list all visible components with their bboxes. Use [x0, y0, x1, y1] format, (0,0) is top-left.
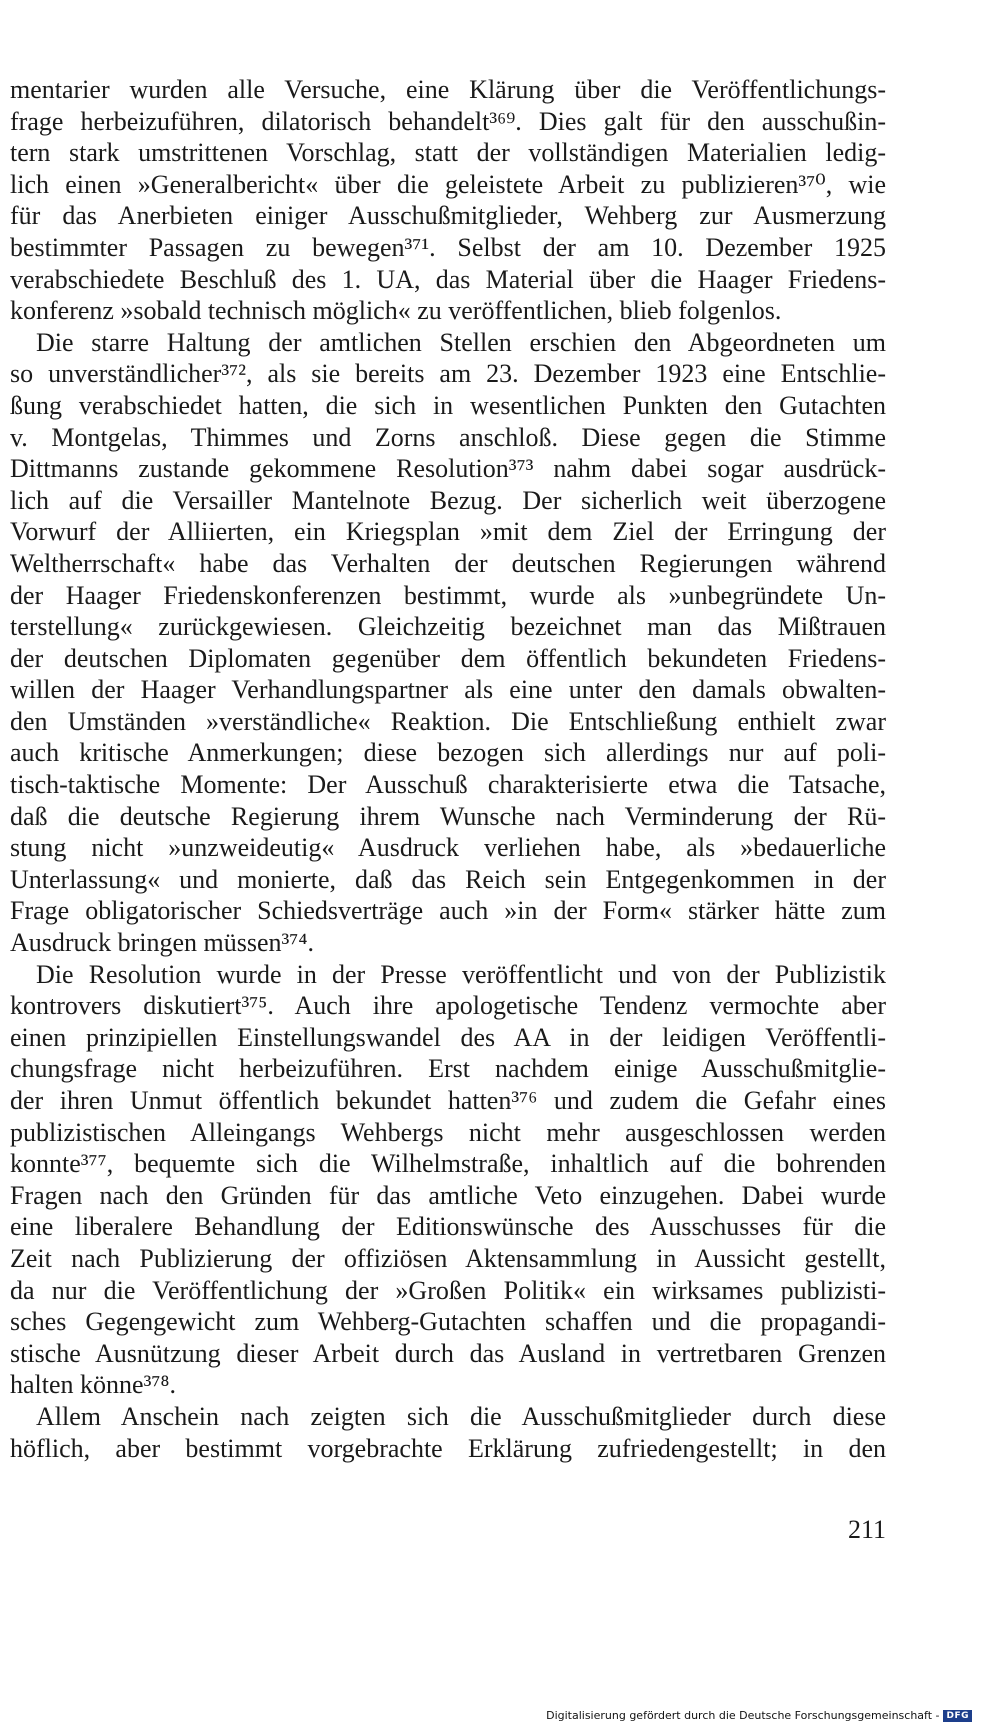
text-line: terstellung« zurückgewiesen. Gleichzeitig bezeichnet man das Mißtrauen [10, 612, 886, 642]
text-line: chungsfrage nicht herbeizuführen. Erst nachdem einige Ausschußmitglie- [10, 1054, 886, 1084]
body-text [10, 74, 886, 1464]
text-line: Frage obligatorischer Schiedsverträge auch »in der Form« stärker hätte zum [10, 896, 886, 926]
text-line: da nur die Veröffentlichung der »Großen Politik« ein wirksames publizisti- [10, 1275, 886, 1305]
text-line: für das Anerbieten einiger Ausschußmitglieder, Wehberg zur Ausmerzung [10, 201, 886, 231]
text-line: einen prinzipiellen Einstellungswandel des AA in der leidigen Veröffentli- [10, 1022, 886, 1052]
digitization-footer [546, 1709, 972, 1722]
text-line: Dittmanns zustande gekommene Resolution³⁷³ nahm dabei sogar ausdrück- [10, 454, 886, 484]
text-line: so unverständlicher³⁷², als sie bereits am 23. Dezember 1923 eine Entschlie- [10, 359, 886, 389]
text-line: verabschiedete Beschluß des 1. UA, das Material über die Haager Friedens- [10, 264, 886, 294]
text-line: Ausdruck bringen müssen³⁷⁴. [10, 928, 314, 958]
page-number: 211 [847, 1515, 886, 1544]
text-line: der deutschen Diplomaten gegenüber dem öffentlich bekundeten Friedens- [10, 643, 886, 673]
text-line: lich auf die Versailler Mantelnote Bezug. Der sicherlich weit überzogene [10, 485, 886, 515]
text-line: auch kritische Anmerkungen; diese bezogen sich allerdings nur auf poli- [10, 738, 886, 768]
text-line: Weltherrschaft« habe das Verhalten der deutschen Regierungen während [10, 548, 886, 578]
text-line: stung nicht »unzweideutig« Ausdruck verliehen habe, als »bedauerliche [10, 833, 886, 863]
text-line: halten könne³⁷⁸. [10, 1370, 176, 1400]
text-line: sches Gegengewicht zum Wehberg-Gutachten schaffen und die propagandi- [10, 1307, 886, 1337]
text-line: daß die deutsche Regierung ihrem Wunsche nach Verminderung der Rü- [10, 801, 886, 831]
text-line: konferenz »sobald technisch möglich« zu veröffentlichen, blieb folgenlos. [10, 296, 782, 326]
text-line: ßung verabschiedet hatten, die sich in wesentlichen Punkten den Gutachten [10, 390, 886, 420]
text-line: Unterlassung« und monierte, daß das Reich sein Entgegenkommen in der [10, 864, 886, 894]
text-line: konnte³⁷⁷, bequemte sich die Wilhelmstraße, inhaltlich auf die bohrenden [10, 1149, 886, 1179]
text-line: eine liberalere Behandlung der Editionswünsche des Ausschusses für die [10, 1212, 886, 1242]
text-line: der Haager Friedenskonferenzen bestimmt, wurde als »unbegründete Un- [10, 580, 886, 610]
text-line: Allem Anschein nach zeigten sich die Ausschußmitglieder durch diese [36, 1401, 886, 1431]
text-line: tern stark umstrittenen Vorschlag, statt der vollständigen Materialien ledig- [10, 138, 886, 168]
text-line: den Umständen »verständliche« Reaktion. Die Entschließung enthielt zwar [10, 706, 886, 736]
text-line: tisch-taktische Momente: Der Ausschuß charakterisierte etwa die Tatsache, [10, 770, 886, 800]
text-line: willen der Haager Verhandlungspartner als eine unter den damals obwalten- [10, 675, 886, 705]
text-line: v. Montgelas, Thimmes und Zorns anschloß. Diese gegen die Stimme [10, 422, 886, 452]
text-line: der ihren Unmut öffentlich bekundet hatten³⁷⁶ und zudem die Gefahr eines [10, 1086, 886, 1115]
text-line: publizistischen Alleingangs Wehbergs nicht mehr ausgeschlossen werden [10, 1117, 886, 1147]
text-line: kontrovers diskutiert³⁷⁵. Auch ihre apologetische Tendenz vermochte aber [10, 991, 886, 1021]
text-line: lich einen »Generalbericht« über die geleistete Arbeit zu publizieren³⁷⁰, wie [10, 169, 886, 199]
text-line: bestimmter Passagen zu bewegen³⁷¹. Selbst der am 10. Dezember 1925 [10, 232, 886, 262]
text-line: stische Ausnützung dieser Arbeit durch das Ausland in vertretbaren Grenzen [10, 1338, 886, 1368]
text-line: mentarier wurden alle Versuche, eine Klärung über die Veröffentlichungs- [10, 75, 886, 104]
text-line: Zeit nach Publizierung der offiziösen Aktensammlung in Aussicht gestellt, [10, 1243, 886, 1273]
text-line: frage herbeizuführen, dilatorisch behandelt³⁶⁹. Dies galt für den ausschußin- [10, 106, 886, 136]
text-line: Vorwurf der Alliierten, ein Kriegsplan »mit dem Ziel der Erringung der [10, 517, 886, 547]
text-line: höflich, aber bestimmt vorgebrachte Erklärung zufriedengestellt; in den [10, 1433, 886, 1463]
text-line: Die Resolution wurde in der Presse veröffentlicht und von der Publizistik [36, 959, 886, 989]
footer-text: Digitalisierung gefördert durch die Deutsche Forschungsgemeinschaft - [546, 1709, 940, 1722]
dfg-logo: DFG [943, 1710, 972, 1722]
text-line: Die starre Haltung der amtlichen Stellen erschien den Abgeordneten um [36, 327, 886, 357]
text-line: Fragen nach den Gründen für das amtliche Veto einzugehen. Dabei wurde [10, 1180, 886, 1210]
